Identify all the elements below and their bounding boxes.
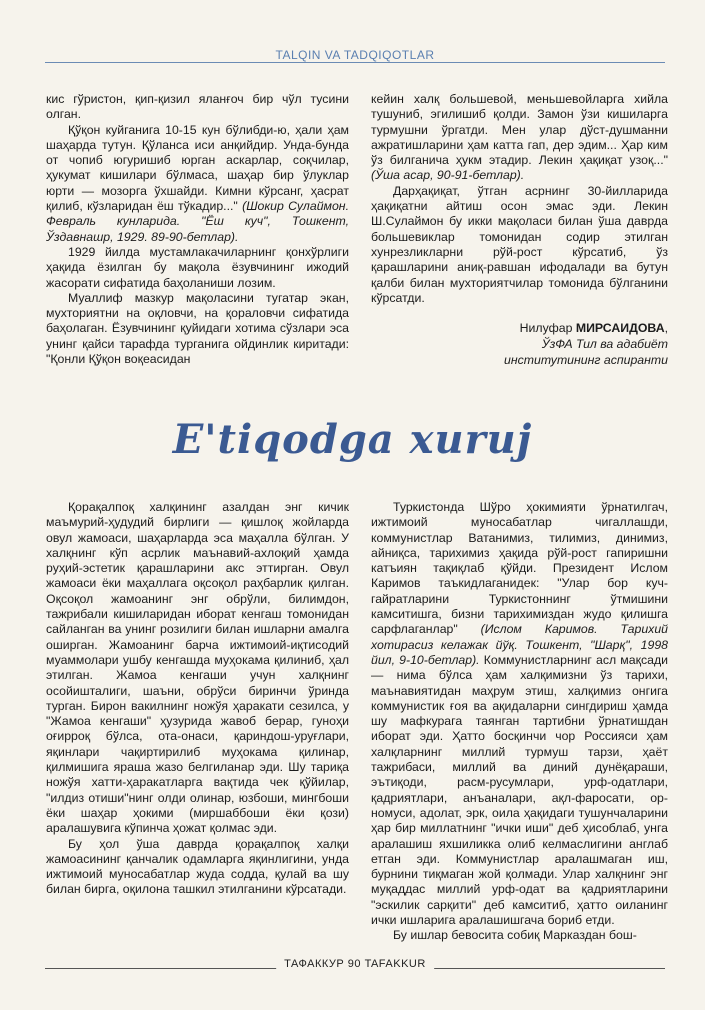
citation: (Ислом Каримов. Тарихий хотирасиз келажак йўқ. Тошкент, "Шарқ", 1998 йил, 9-10-бетлар).: [371, 622, 669, 667]
paragraph: кис гўристон, қип-қизил яланғоч бир чўл тусини олган.: [46, 92, 349, 122]
article1-column-left: [46, 92, 349, 367]
paragraph: 1929 йилда мустамлакачиларнинг қонхўрлиги ҳақида ёзилган бу мақола ёзувчининг ижодий жасорати сифатида баҳоланиши лозим.: [46, 244, 349, 290]
paragraph: Қорақалпоқ халқининг азалдан энг кичик маъмурий-ҳудудий бирлиги — қишлоқ жойларда овул жамоаси, шаҳарларда эса маҳалла бўлган. У халқнинг кўп асрлик маънавий-ахлоқий ҳамда руҳий-эстетик қарашларини акс эттирган. Овул жамоаси ёки маҳаллага оқсоқол раҳбарлик қилган. Оқсоқол жамоанинг энг обрўли, билимдон, тажрибали кишиларидан иборат кенгаш томонидан сайланган ва унинг розилиги билан ишларни амалга оширган. Жамоанинг барча ижтимоий-иқтисодий муаммолари ушбу кенгашда муҳокама қилиниб, ҳал этилган. Жамоа кенгаши учун халқнинг осойишталиги, шаъни, обрўси биринчи ўринда турган. Бирон вакилнинг ножўя ҳаракати сезилса, у "Жамоа кенгаши" ҳузурида жавоб берар, гуноҳи оғирроқ бўлса, ота-онаси, қариндош-уруғлари, яқинлари чақиртирилиб муҳокама қилинар, қилмишига яраша жазо белгиланар эди. Шу тариқа ножўя хатти-ҳаракатларга вақтида чек қўйилар, "илдиз отиши"нинг олди олинар, юзбоши, мингбоши ёки шаҳар ҳокими (миршаббоши ёки қози) аралашувига кўпинча ҳожат қолмас эди.: [46, 500, 349, 836]
paragraph: Бу ишлар бевосита собиқ Марказдан бош-: [393, 928, 637, 943]
author-name: Нилуфар МИРСАИДОВА,: [519, 321, 668, 336]
paragraph: Бу ҳол ўша даврда қорақалпоқ халқи жамоасининг қанчалик одамларга яқинлигини, унда ижтимоий муносабатлар жуда содда, қулай ва шу билан бирга, оқилона ташкил этилганини кўрсатади.: [46, 836, 349, 897]
page-footer: [45, 958, 665, 976]
author-signature: [371, 320, 668, 368]
footer-text: ТАФАККУР 90 TAFAKKUR: [276, 958, 434, 970]
paragraph-text: кейин халқ большевой, меньшевойларга хийла тушуниб, эгилишиб қолди. Замон ўзи кишиларга турмушни ўргатди. Мен улар дўст-душманни ажратишларини ҳам катта гап, дер эдим... Ҳар ким ўз билганича ҳукм этадир. Лекин ҳақиқат узоқ...": [371, 92, 668, 168]
article2-column-right: [371, 500, 668, 944]
header-rule: [45, 62, 665, 63]
section-title: TALQIN VA TADQIQOTLAR: [268, 48, 443, 62]
author-affiliation: институтининг аспиранти: [503, 353, 668, 368]
author-affiliation: ЎзФА Тил ва адабиёт: [541, 337, 668, 352]
running-header: [45, 48, 665, 68]
paragraph: [46, 123, 349, 245]
citation: (Шокир Сулаймон. Февраль кунларида. "Ёш куч", Тошкент, Ўздавнашр, 1929. 89-90-бетлар).: [46, 199, 349, 244]
paragraph-text: Туркистонда Шўро ҳокимияти ўрнатилгач, ижтимоий муносабатлар чигаллашди, коммунистлар Ватанимиз, тилимиз, динимиз, айниқса, тарихимиз ҳақида рўй-рост гапиришни катъиян тақиқлаб қўйди. Президент Ислом Каримов таъкидлаганидек: "Улар бор куч-гайратларини Туркистоннинг ўтмишини камситишга, бизни тарихимиздан жудо қилишга сарфлаганлар": [371, 500, 668, 637]
citation: (Ўша асар, 90-91-бетлар).: [371, 168, 525, 183]
article2-column-left: [46, 500, 349, 898]
paragraph-text: Қўқон куйганига 10-15 кун бўлибди-ю, ҳали ҳам шаҳарда тутун. Қўланса иси анқийдир. Унда-бунда от чопиб югуришиб юрган аскарлар, соқчилар, ҳукумат кишилари бўлмаса, шаҳар бир ўлуклар юрти — мозорга ўхшайди. Кимни кўрсанг, ҳасрат қилиб, кўзларидан ёш тўкадир...": [46, 122, 349, 214]
article-title: E'tiqodga xuruj: [172, 416, 533, 463]
paragraph: [371, 92, 668, 184]
paragraph: [371, 500, 668, 928]
article1-column-right: [371, 92, 668, 368]
paragraph: Дарҳақиқат, ўтган асрнинг 30-йилларида ҳақиқатни айтиш осон эмас эди. Лекин Ш.Сулаймон бу икки мақоласи билан ўша даврда большевиклар томонидан содир этилган хунрезликларни рўй-рост кўрсатиб, ўз қарашларини аниқ-равшан ифодалади ва бутун қалби билан мухториятчилар томонида бўлганини кўрсатди.: [371, 183, 668, 305]
paragraph-text: Коммунистларнинг асл мақсади — нима бўлса ҳам халқимизни ўз тарихи, маънавиятидан маҳрум этиш, халқимиз онгига коммунистик ғоя ва ақидаларни сингдириш ҳамда шу мафкурага таянган тартибни ўрнатишдан иборат эди. Ҳатто босқинчи чор Россияси ҳам халқларнинг миллий турмуш тарзи, ҳаёт тажрибаси, миллий ва диний дунёқараши, эътиқоди, расм-русумлари, урф-одатлари, қадриятлари, анъаналари, ақл-фаросати, ор-номуси, адолат, эрк, оила ҳақидаги тушунчаларини ҳар бир миллатнинг "ички иши" деб ҳисоблаб, унга аралашиш яхшиликка олиб келмаслигини англаб етган эди. Коммунистлар аралашмаган иш, бурнини тиқмаган жой қолмади. Улар халқнинг энг муқаддас миллий урф-одат ва қадриятларини "эскилик сарқити" деб камситиб, ҳатто оиланинг ички ишларига аралашишгача бориб етди.: [371, 652, 668, 928]
paragraph: Муаллиф мазкур мақоласини тугатар экан, мухториятни на оқловчи, на қораловчи сифатида баҳолаган. Ёзувчининг қуйидаги хотима сўзлари эса унинг қайси тарафда турганига ойдинлик киритади: "Қонли Қўқон воқеасидан: [46, 290, 349, 367]
